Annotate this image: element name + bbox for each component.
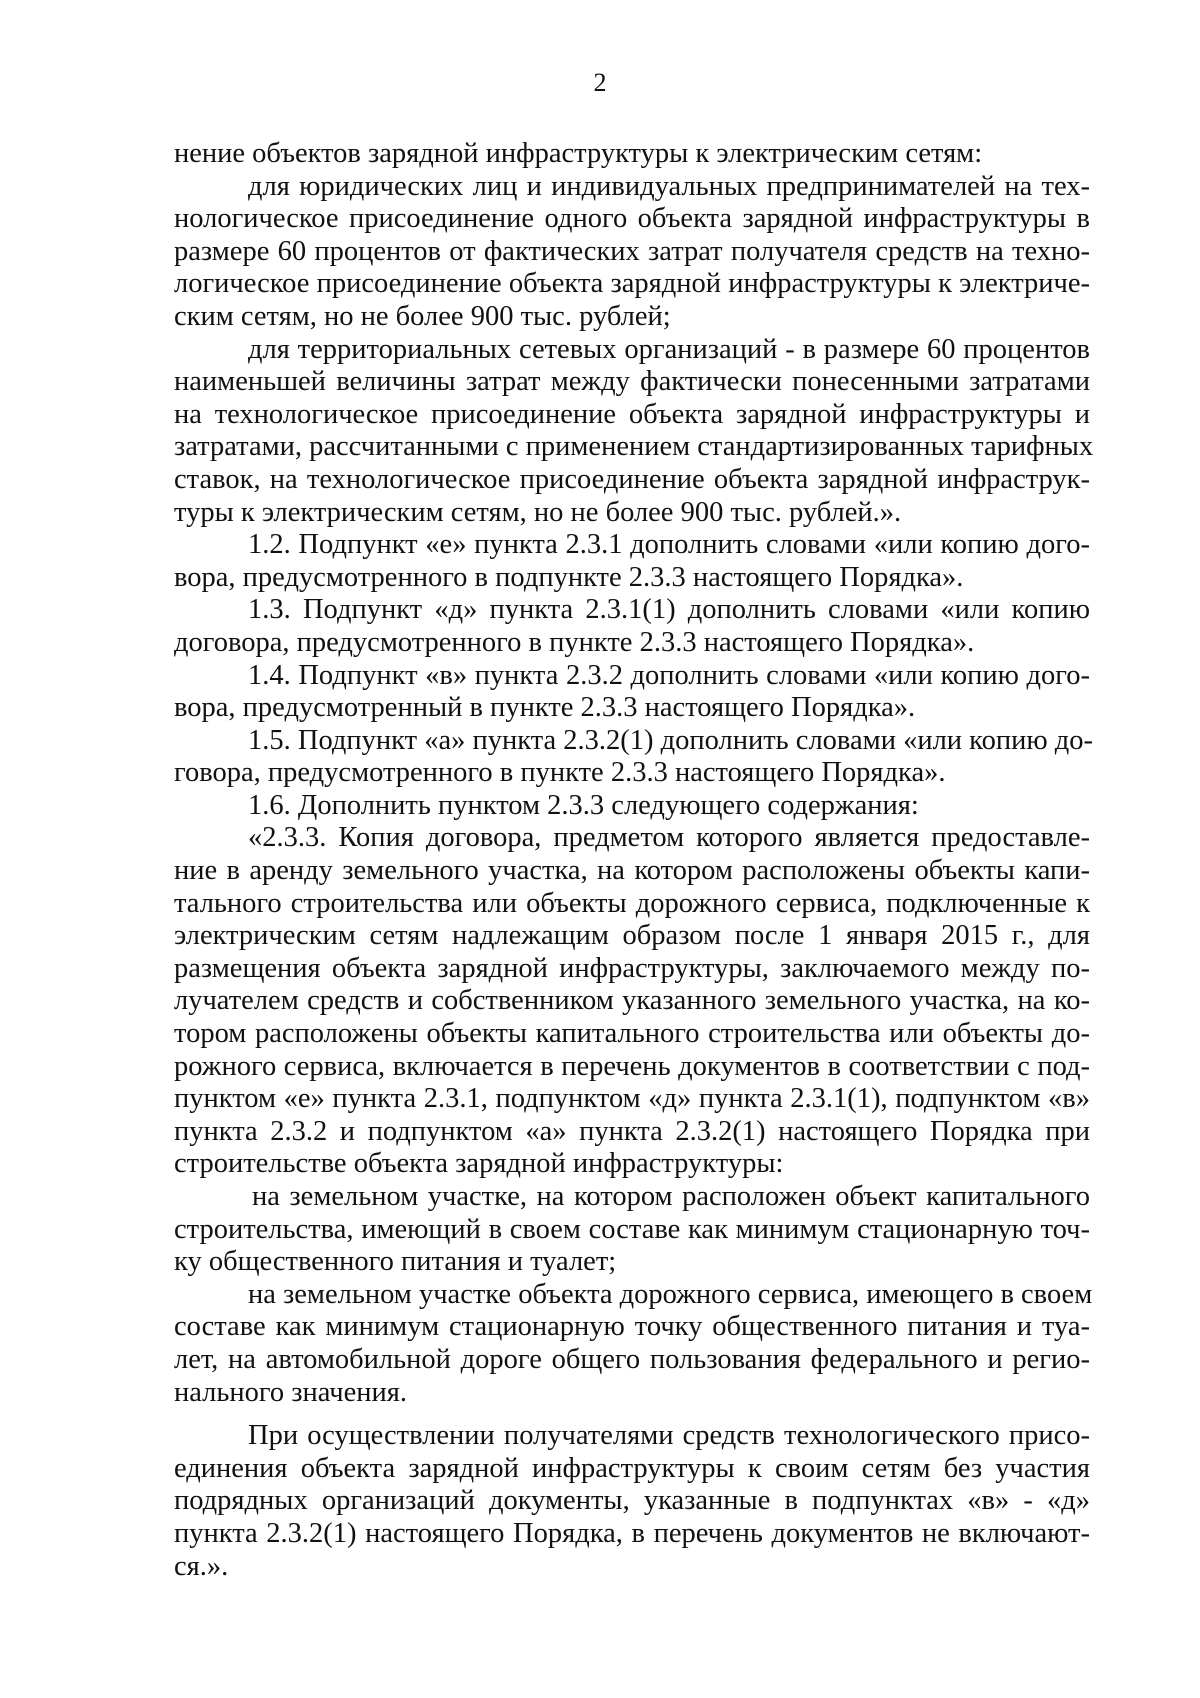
- text-line: пунктом «е» пункта 2.3.1, подпунктом «д» пункта 2.3.1(1), подпунктом «в»: [174, 1083, 1090, 1115]
- text-line: договора, предусмотренного в пункте 2.3.3 настоящего Порядка».: [174, 626, 975, 658]
- text-line: на земельном участке, на котором расположен объект капитального: [252, 1181, 1090, 1212]
- text-line: строительстве объекта зарядной инфраструктуры:: [174, 1148, 784, 1180]
- text-line: затратами, рассчитанными с применением стандартизированных тарифных: [174, 431, 1094, 463]
- text-line: ние в аренду земельного участка, на котором расположены объекты капи-: [174, 855, 1090, 887]
- text-line: нального значения.: [174, 1376, 407, 1408]
- text-line: строительства, имеющий в своем составе как минимум стационарную точ-: [174, 1213, 1090, 1245]
- text-line: ся.».: [174, 1550, 229, 1582]
- text-line: ставок, на технологическое присоединение объекта зарядной инфраструк-: [174, 463, 1090, 495]
- text-line: нение объектов зарядной инфраструктуры к электрическим сетям:: [174, 138, 983, 169]
- text-line: лет, на автомобильной дороге общего пользования федерального и регио-: [174, 1343, 1090, 1375]
- text-line: ским сетям, но не более 900 тыс. рублей;: [174, 300, 671, 332]
- text-line: 1.2. Подпункт «е» пункта 2.3.1 дополнить словами «или копию дого-: [248, 529, 1090, 561]
- paragraph-gap: [174, 1409, 1090, 1420]
- text-line: для территориальных сетевых организаций - в размере 60 процентов: [248, 333, 1090, 365]
- text-line: наименьшей величины затрат между фактически понесенными затратами: [174, 366, 1090, 398]
- page-number: 2: [593, 68, 607, 97]
- text-line: логическое присоединение объекта зарядной инфраструктуры к электриче-: [174, 268, 1090, 300]
- text-line: тального строительства или объекты дорожного сервиса, подключенные к: [174, 887, 1090, 919]
- text-line: туры к электрическим сетям, но не более 900 тыс. рублей.».: [174, 496, 902, 528]
- text-line: При осуществлении получателями средств технологического присо-: [248, 1420, 1090, 1452]
- text-line: на технологическое присоединение объекта зарядной инфраструктуры и: [174, 398, 1090, 430]
- text-line: ку общественного питания и туалет;: [174, 1246, 617, 1278]
- text-line: рожного сервиса, включается в перечень документов в соответствии с под-: [174, 1050, 1090, 1082]
- document-body: [174, 138, 1094, 1583]
- text-line: пункта 2.3.2(1) настоящего Порядка, в перечень документов не включают-: [174, 1517, 1090, 1549]
- text-line: составе как минимум стационарную точку общественного питания и туа-: [174, 1311, 1090, 1343]
- text-line: размере 60 процентов от фактических затрат получателя средств на техно-: [174, 235, 1090, 267]
- text-line: 1.5. Подпункт «а» пункта 2.3.2(1) дополнить словами «или копию до-: [248, 724, 1093, 756]
- text-line: вора, предусмотренного в подпункте 2.3.3 настоящего Порядка».: [174, 561, 964, 593]
- text-line: для юридических лиц и индивидуальных предпринимателей на тех-: [248, 170, 1090, 202]
- text-line: пункта 2.3.2 и подпунктом «а» пункта 2.3.2(1) настоящего Порядка при: [174, 1115, 1090, 1147]
- text-line: «2.3.3. Копия договора, предметом которого является предоставле-: [248, 822, 1090, 854]
- text-line: тором расположены объекты капитального строительства или объекты до-: [174, 1018, 1090, 1050]
- text-line: лучателем средств и собственником указанного земельного участка, на ко-: [174, 985, 1090, 1017]
- text-line: 1.4. Подпункт «в» пункта 2.3.2 дополнить словами «или копию дого-: [248, 659, 1090, 691]
- text-line: нологическое присоединение одного объекта зарядной инфраструктуры в: [174, 203, 1090, 235]
- text-line: говора, предусмотренного в пункте 2.3.3 настоящего Порядка».: [174, 757, 946, 789]
- text-line: на земельном участке объекта дорожного сервиса, имеющего в своем: [248, 1278, 1093, 1310]
- text-line: 1.3. Подпункт «д» пункта 2.3.1(1) дополнить словами «или копию: [248, 594, 1090, 626]
- text-line: размещения объекта зарядной инфраструктуры, заключаемого между по-: [174, 952, 1090, 984]
- text-line: 1.6. Дополнить пунктом 2.3.3 следующего содержания:: [248, 789, 919, 821]
- text-line: подрядных организаций документы, указанные в подпунктах «в» - «д»: [174, 1485, 1090, 1517]
- text-line: единения объекта зарядной инфраструктуры к своим сетям без участия: [174, 1452, 1090, 1484]
- text-line: электрическим сетям надлежащим образом после 1 января 2015 г., для: [174, 920, 1090, 952]
- text-line: вора, предусмотренный в пункте 2.3.3 настоящего Порядка».: [174, 692, 916, 724]
